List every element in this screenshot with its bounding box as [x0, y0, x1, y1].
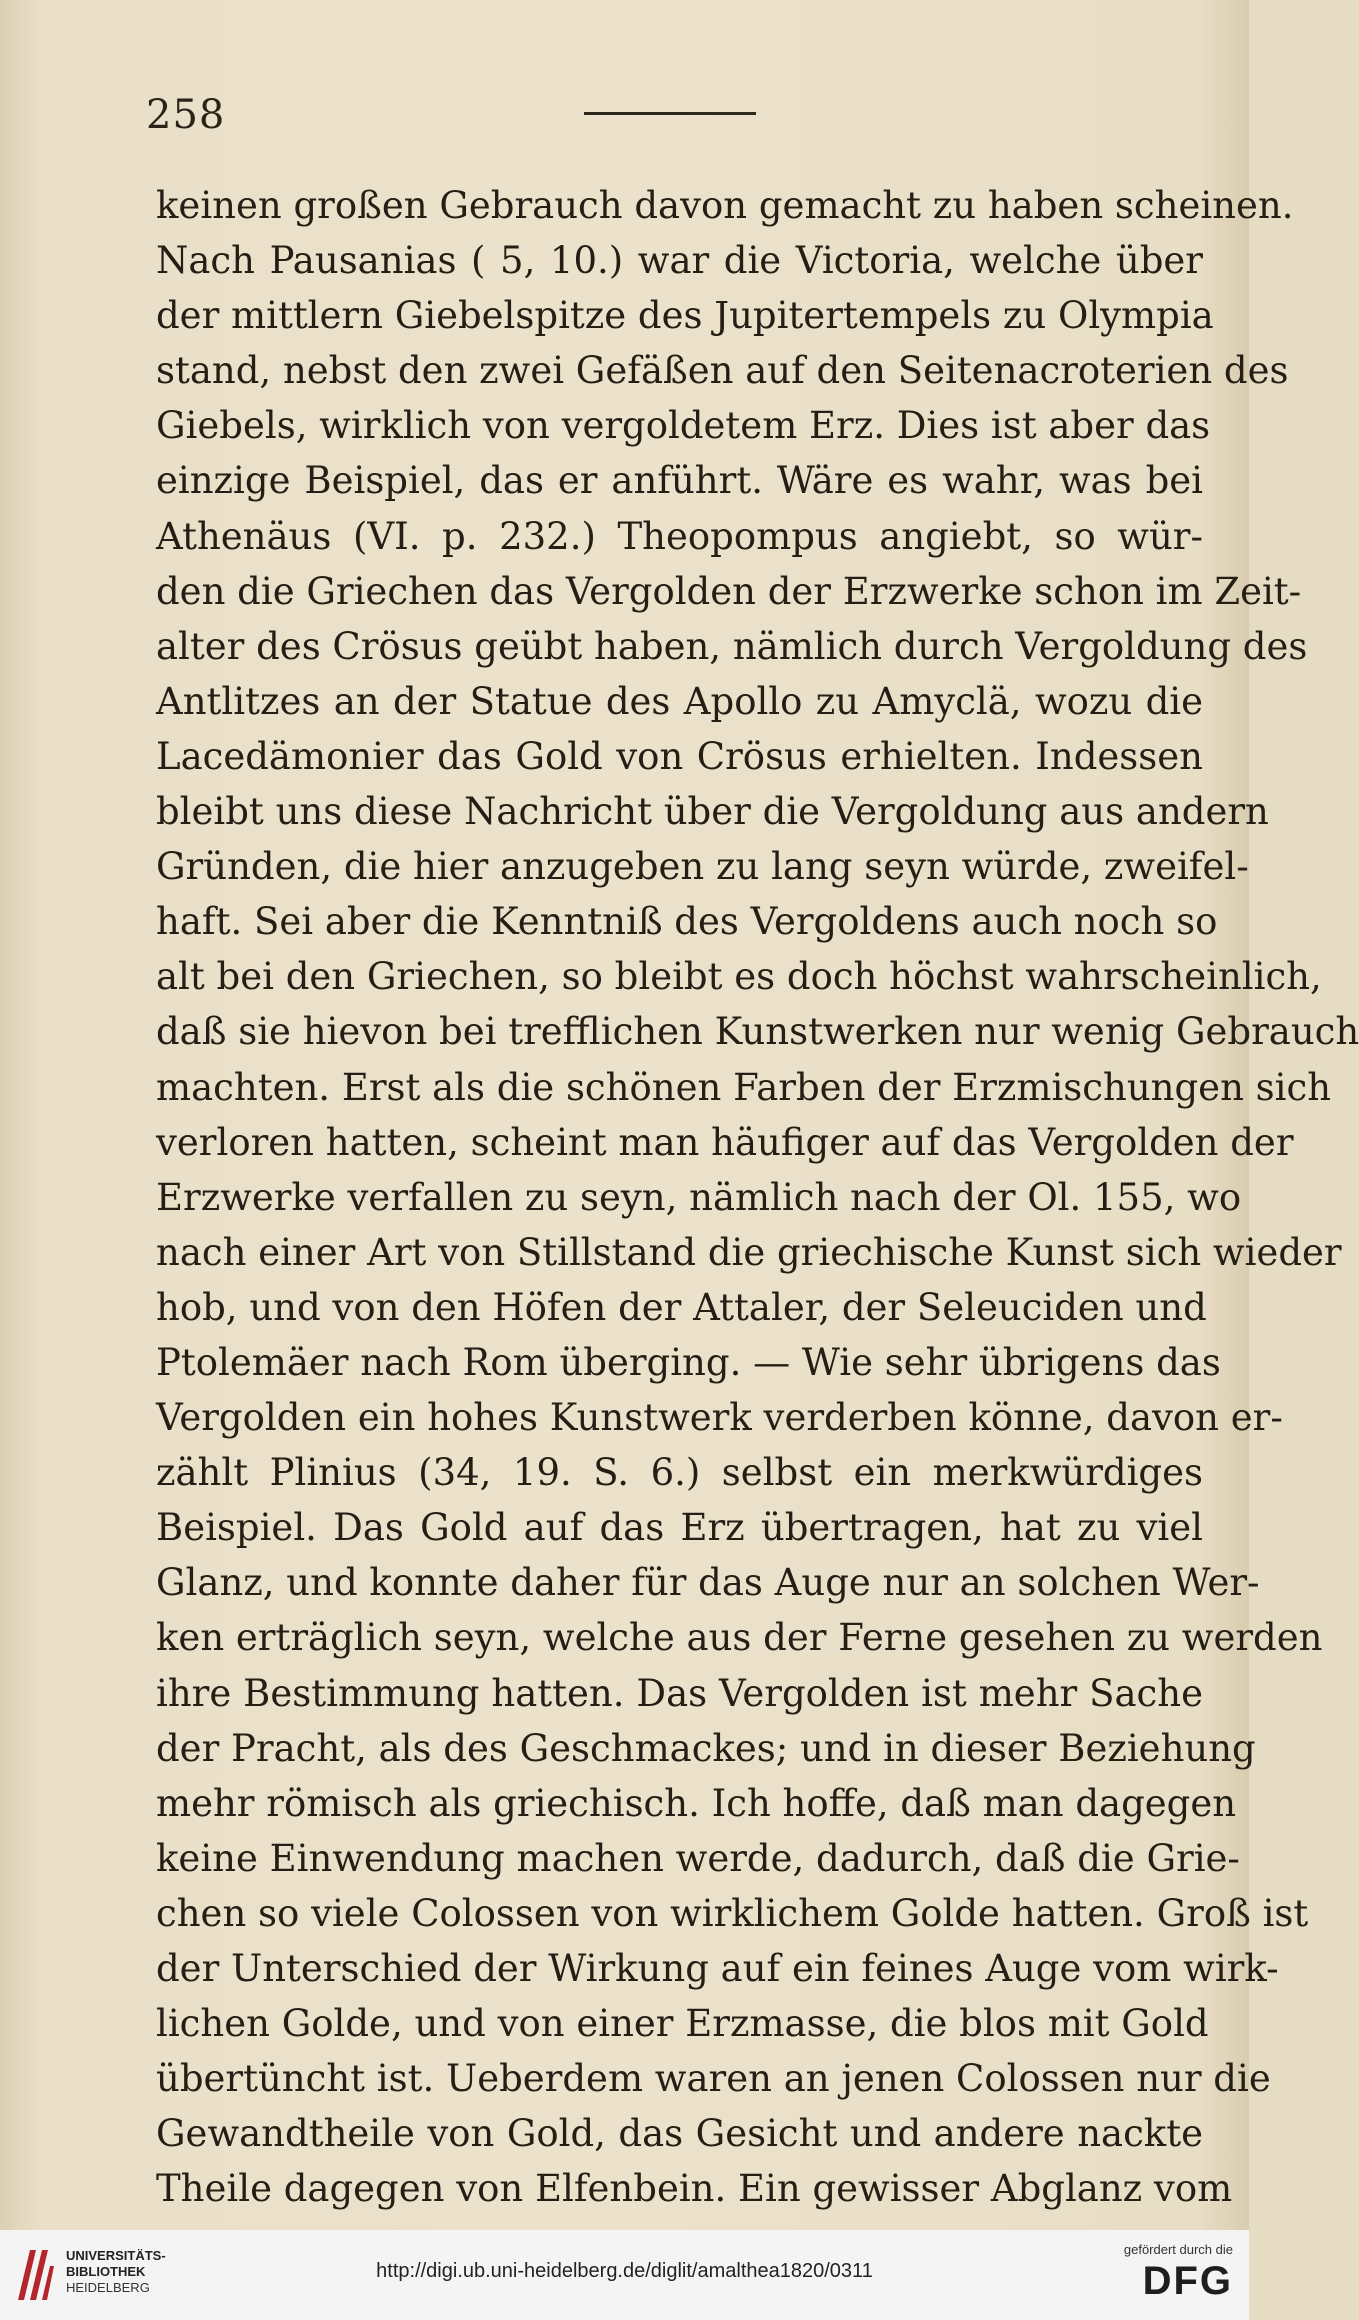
library-name-line-3: HEIDELBERG — [66, 2280, 150, 2295]
text-line: der Pracht, als des Geschmackes; und in dieser Beziehung — [156, 1726, 1256, 1770]
text-line: lichen Golde, und von einer Erzmasse, die blos mit Gold — [156, 2002, 1209, 2046]
text-line: Theile dagegen von Elfenbein. Ein gewisser Abglanz vom — [156, 2167, 1233, 2211]
text-line: der Unterschied der Wirkung auf ein feines Auge vom wirk- — [156, 1947, 1279, 1990]
header-rule — [584, 112, 756, 115]
text-line: Vergolden ein hohes Kunstwerk verderben könne, davon er- — [156, 1396, 1283, 1440]
text-line: machten. Erst als die schönen Farben der Erzmischungen sich — [156, 1065, 1332, 1109]
text-line: chen so viele Colossen von wirklichem Golde hatten. Groß ist — [156, 1891, 1309, 1935]
text-line: übertüncht ist. Ueberdem waren an jenen Colossen nur die — [156, 2057, 1271, 2101]
text-line: daß sie hievon bei trefflichen Kunstwerken nur wenig Gebrauch — [156, 1010, 1359, 1054]
text-line: mehr römisch als griechisch. Ich hoffe, daß man dagegen — [156, 1781, 1237, 1825]
text-line: der mittlern Giebelspitze des Jupitertempels zu Olympia — [156, 294, 1214, 338]
body-text — [156, 178, 1359, 2216]
text-line: den die Griechen das Vergolden der Erzwerke schon im Zeit- — [156, 569, 1302, 613]
text-line: ihre Bestimmung hatten. Das Vergolden ist mehr Sache — [156, 1671, 1203, 1715]
text-line: Beispiel. Das Gold auf das Erz übertragen, hat zu viel — [156, 1506, 1203, 1550]
text-line: verloren hatten, scheint man häufiger auf das Vergolden der — [156, 1120, 1294, 1164]
text-line: Erzwerke verfallen zu seyn, nämlich nach der Ol. 155, wo — [156, 1175, 1242, 1219]
text-line: zählt Plinius (34, 19. S. 6.) selbst ein merkwürdiges — [156, 1451, 1203, 1495]
text-line: Giebels, wirklich von vergoldetem Erz. Dies ist aber das — [156, 404, 1211, 448]
text-line: Athenäus (VI. p. 232.) Theopompus angiebt, so wür- — [156, 514, 1203, 558]
text-line: einzige Beispiel, das er anführt. Wäre es wahr, was bei — [156, 459, 1203, 503]
dfg-logo: DFG — [1142, 2259, 1233, 2303]
text-line: bleibt uns diese Nachricht über die Vergoldung aus andern — [156, 790, 1269, 834]
funding-label: gefördert durch die — [1123, 2242, 1233, 2257]
text-line: ken erträglich seyn, welche aus der Ferne gesehen zu werden — [156, 1616, 1323, 1660]
text-line: keinen großen Gebrauch davon gemacht zu haben scheinen. — [156, 184, 1294, 227]
text-line: Gewandtheile von Gold, das Gesicht und andere nackte — [156, 2112, 1203, 2156]
funding-credit[interactable] — [1124, 2242, 1233, 2301]
viewer-footer — [0, 2230, 1249, 2320]
text-line: Antlitzes an der Statue des Apollo zu Amyclä, wozu die — [156, 679, 1203, 723]
text-line: haft. Sei aber die Kenntniß des Vergoldens auch noch so — [156, 900, 1218, 944]
text-line: Glanz, und konnte daher für das Auge nur an solchen Wer- — [156, 1561, 1260, 1605]
page-number: 258 — [146, 92, 226, 138]
text-line: Ptolemäer nach Rom überging. — Wie sehr übrigens das — [156, 1340, 1221, 1384]
text-line: alt bei den Griechen, so bleibt es doch höchst wahrscheinlich, — [156, 955, 1322, 999]
library-name-line-1: UNIVERSITÄTS- — [66, 2248, 166, 2263]
text-line: Gründen, die hier anzugeben zu lang seyn würde, zweifel- — [156, 845, 1249, 889]
text-line: Nach Pausanias ( 5, 10.) war die Victoria, welche über — [156, 239, 1203, 283]
text-line: stand, nebst den zwei Gefäßen auf den Seitenacroterien des — [156, 349, 1289, 393]
permalink-url[interactable]: http://digi.ub.uni-heidelberg.de/diglit/amalthea1820/0311 — [376, 2260, 873, 2282]
text-line: Lacedämonier das Gold von Crösus erhielten. Indessen — [156, 734, 1203, 778]
text-line: hob, und von den Höfen der Attaler, der Seleuciden und — [156, 1285, 1207, 1329]
text-line: keine Einwendung machen werde, dadurch, daß die Grie- — [156, 1836, 1240, 1880]
library-name-line-2: BIBLIOTHEK — [66, 2264, 146, 2279]
text-line: alter des Crösus geübt haben, nämlich durch Vergoldung des — [156, 624, 1308, 668]
text-line: nach einer Art von Stillstand die griechische Kunst sich wieder — [156, 1230, 1342, 1274]
